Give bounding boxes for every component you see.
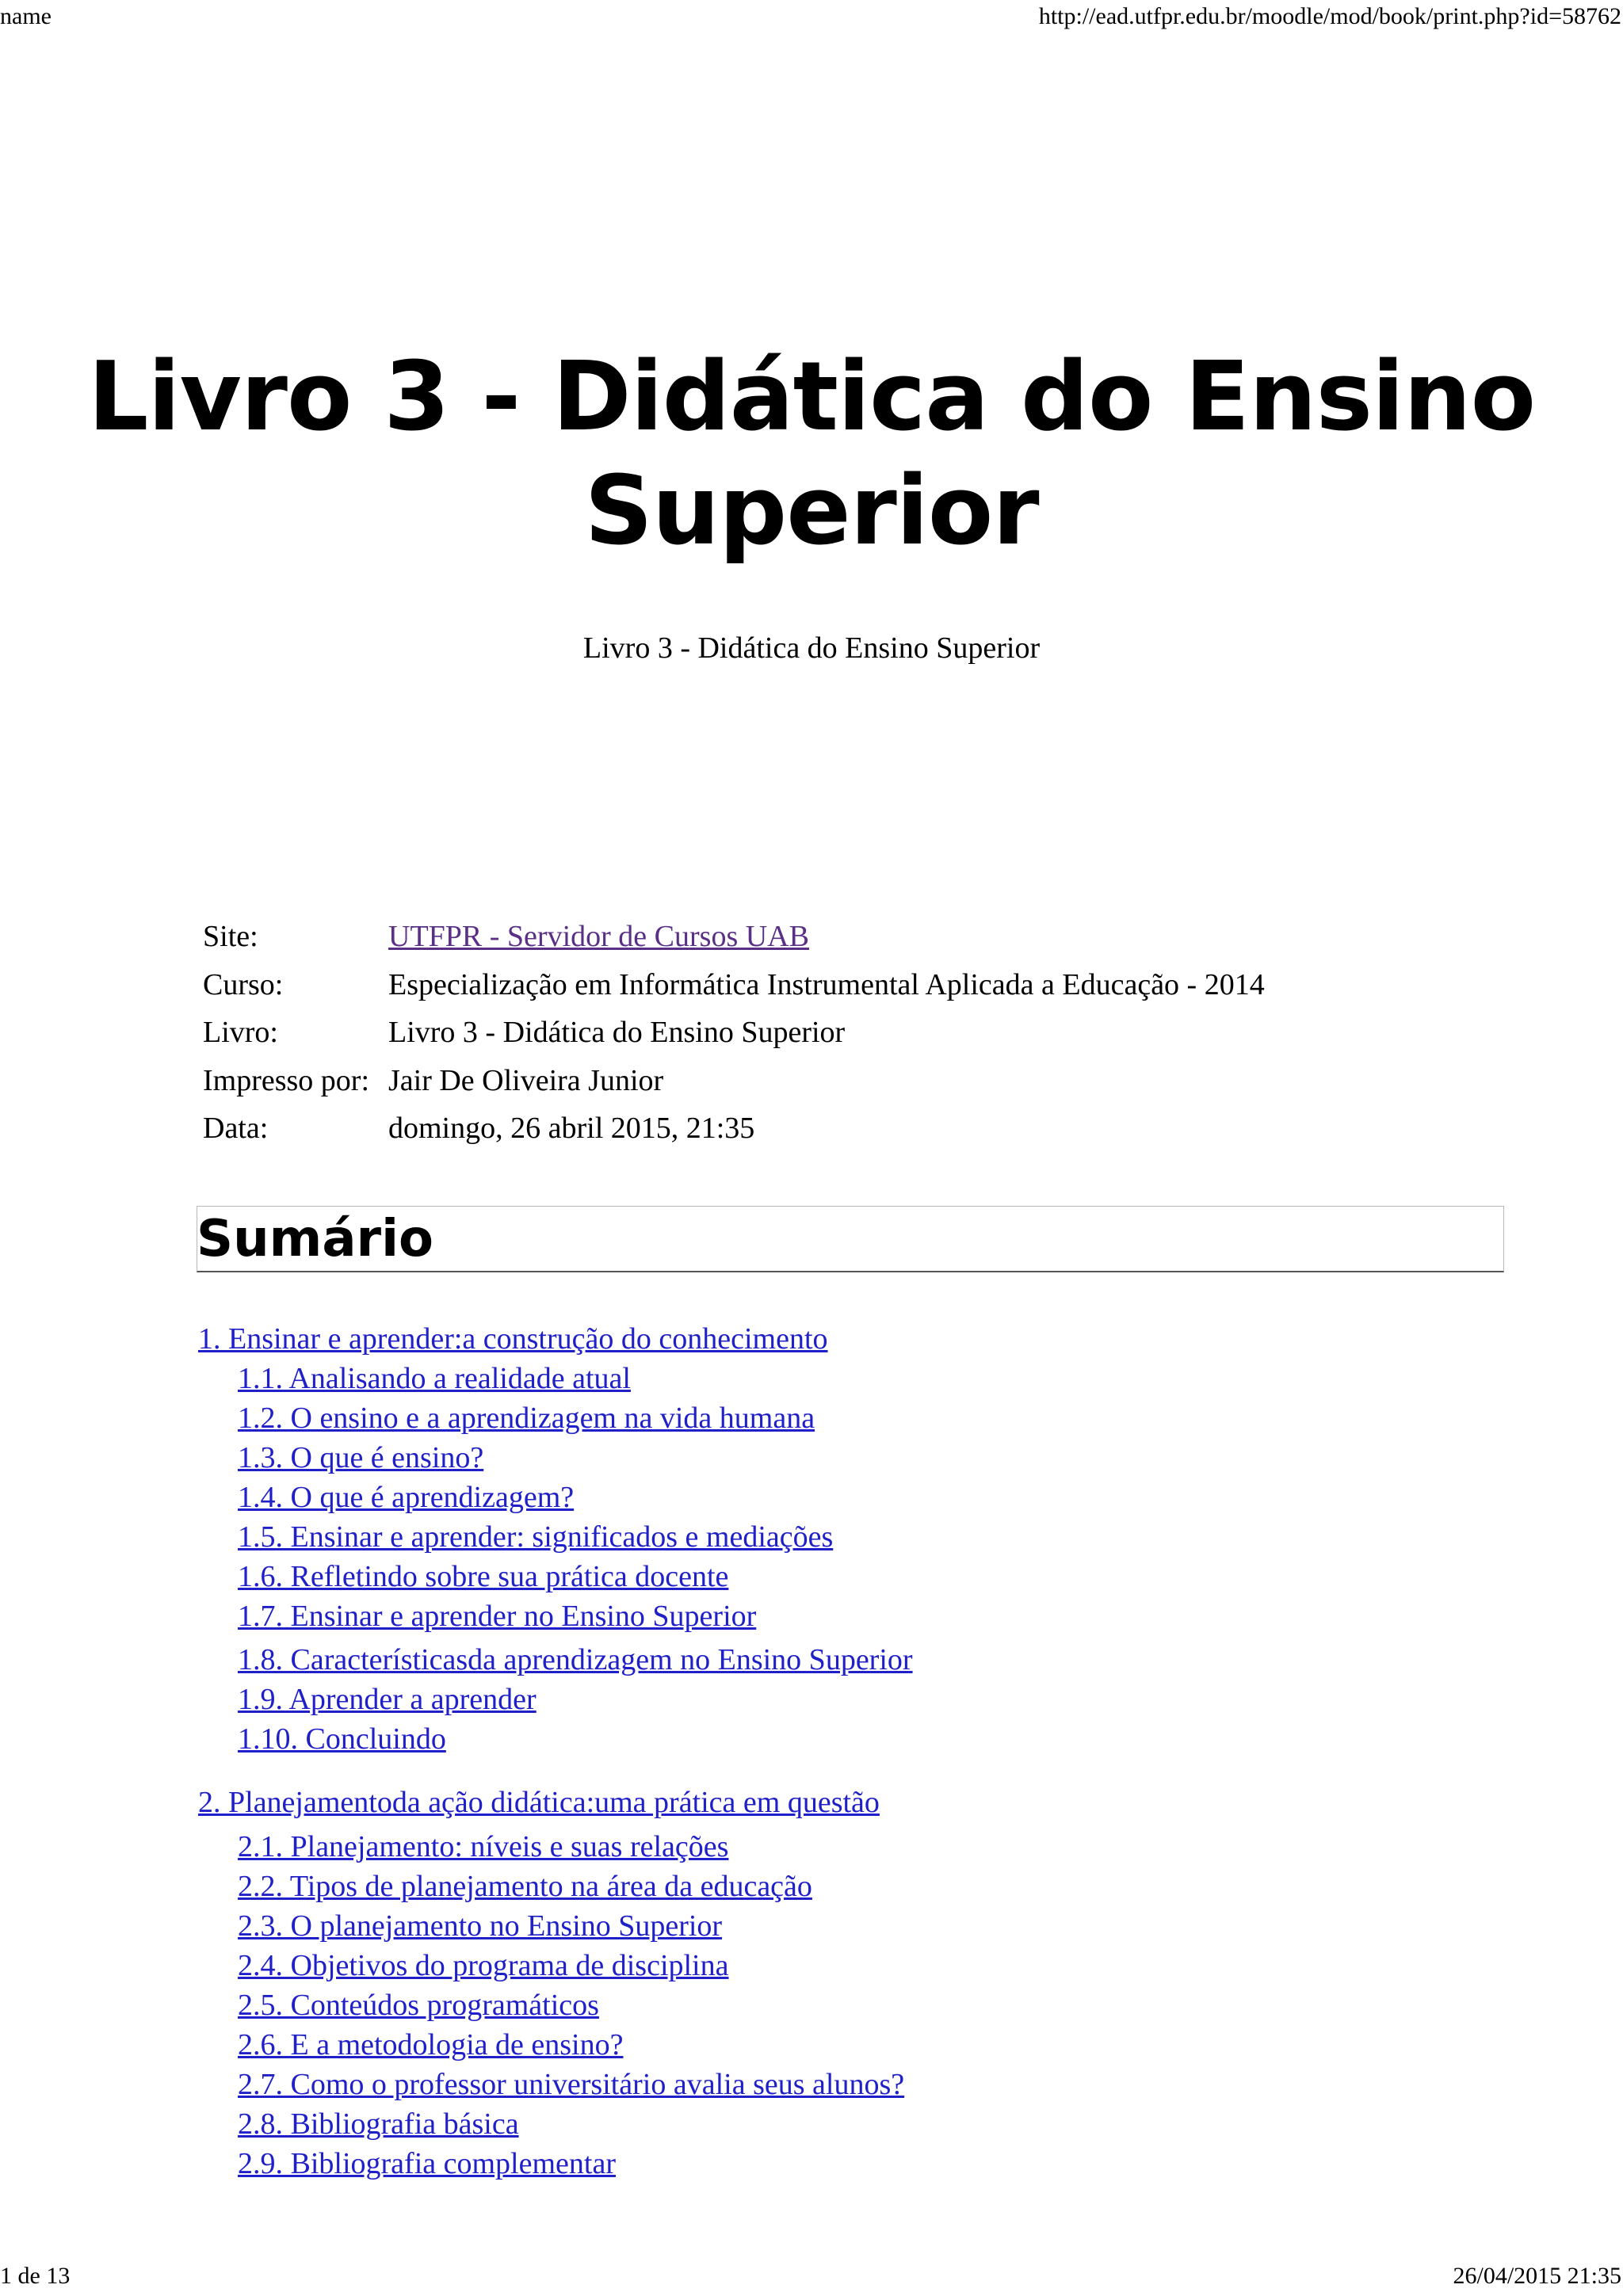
book-title: Livro 3 - Didática do Ensino Superior (87, 342, 1536, 566)
toc-item-1-4[interactable]: 1.4. O que é aprendizagem? (238, 1481, 575, 1514)
info-row-course (203, 961, 1265, 1009)
site-link[interactable]: UTFPR - Servidor de Cursos UAB (388, 920, 809, 954)
toc-item-2-3[interactable]: 2.3. O planejamento no Ensino Superior (238, 1909, 723, 1943)
print-footer-timestamp: 26/04/2015 21:35 (1453, 2263, 1621, 2289)
site-label: Site: (203, 920, 258, 954)
toc-item-1-1[interactable]: 1.1. Analisando a realidade atual (238, 1362, 631, 1395)
info-row-printed-by (203, 1057, 1265, 1105)
toc-item-1-6[interactable]: 1.6. Refletindo sobre sua prática docente (238, 1560, 729, 1593)
info-row-book (203, 1009, 1265, 1057)
toc-item-2-7[interactable]: 2.7. Como o professor universitário avalia seus alunos? (238, 2068, 905, 2101)
info-row-date (203, 1104, 1265, 1153)
print-footer-page-number: 1 de 13 (0, 2263, 71, 2289)
book-info-table (203, 913, 1265, 1153)
toc-item-1-9[interactable]: 1.9. Aprender a aprender (238, 1683, 537, 1716)
toc-item-1-2[interactable]: 1.2. O ensino e a aprendizagem na vida humana (238, 1402, 815, 1435)
toc-item-1-7[interactable]: 1.7. Ensinar e aprender no Ensino Superior (238, 1600, 757, 1633)
toc-chapter-1[interactable]: 1. Ensinar e aprender:a construção do conhecimento (198, 1322, 828, 1356)
print-header-url: http://ead.utfpr.edu.br/moodle/mod/book/print.php?id=58762 (1038, 3, 1621, 29)
toc-item-2-9[interactable]: 2.9. Bibliografia complementar (238, 2147, 616, 2180)
toc-item-2-2[interactable]: 2.2. Tipos de planejamento na área da educação (238, 1870, 812, 1903)
toc-item-1-10[interactable]: 1.10. Concluindo (238, 1722, 446, 1756)
date-value: domingo, 26 abril 2015, 21:35 (388, 1112, 755, 1146)
course-label: Curso: (203, 967, 284, 1001)
book-value: Livro 3 - Didática do Ensino Superior (388, 1016, 846, 1050)
toc-item-2-6[interactable]: 2.6. E a metodologia de ensino? (238, 2028, 624, 2061)
toc-item-2-1[interactable]: 2.1. Planejamento: níveis e suas relações (238, 1830, 729, 1863)
info-row-site (203, 913, 1265, 961)
print-header-title: name (0, 3, 52, 29)
printed-by-label: Impresso por: (203, 1063, 370, 1097)
toc-item-2-5[interactable]: 2.5. Conteúdos programáticos (238, 1989, 599, 2022)
printed-by-value: Jair De Oliveira Junior (388, 1063, 664, 1097)
date-label: Data: (203, 1112, 269, 1146)
toc-item-1-8[interactable]: 1.8. Característicasda aprendizagem no Ensino Superior (238, 1643, 913, 1676)
toc-item-1-5[interactable]: 1.5. Ensinar e aprender: significados e mediações (238, 1520, 834, 1554)
site-value-cell (388, 913, 1265, 961)
toc-heading: Sumário (197, 1210, 433, 1268)
book-subtitle: Livro 3 - Didática do Ensino Superior (582, 631, 1041, 665)
toc-item-2-8[interactable]: 2.8. Bibliografia básica (238, 2107, 519, 2141)
toc-chapter-2[interactable]: 2. Planejamentoda ação didática:uma prática em questão (198, 1786, 880, 1819)
toc-item-2-4[interactable]: 2.4. Objetivos do programa de disciplina (238, 1949, 729, 1982)
toc-item-1-3[interactable]: 1.3. O que é ensino? (238, 1441, 484, 1474)
book-label: Livro: (203, 1016, 278, 1050)
course-value: Especialização em Informática Instrumental Aplicada a Educação - 2014 (388, 967, 1265, 1001)
